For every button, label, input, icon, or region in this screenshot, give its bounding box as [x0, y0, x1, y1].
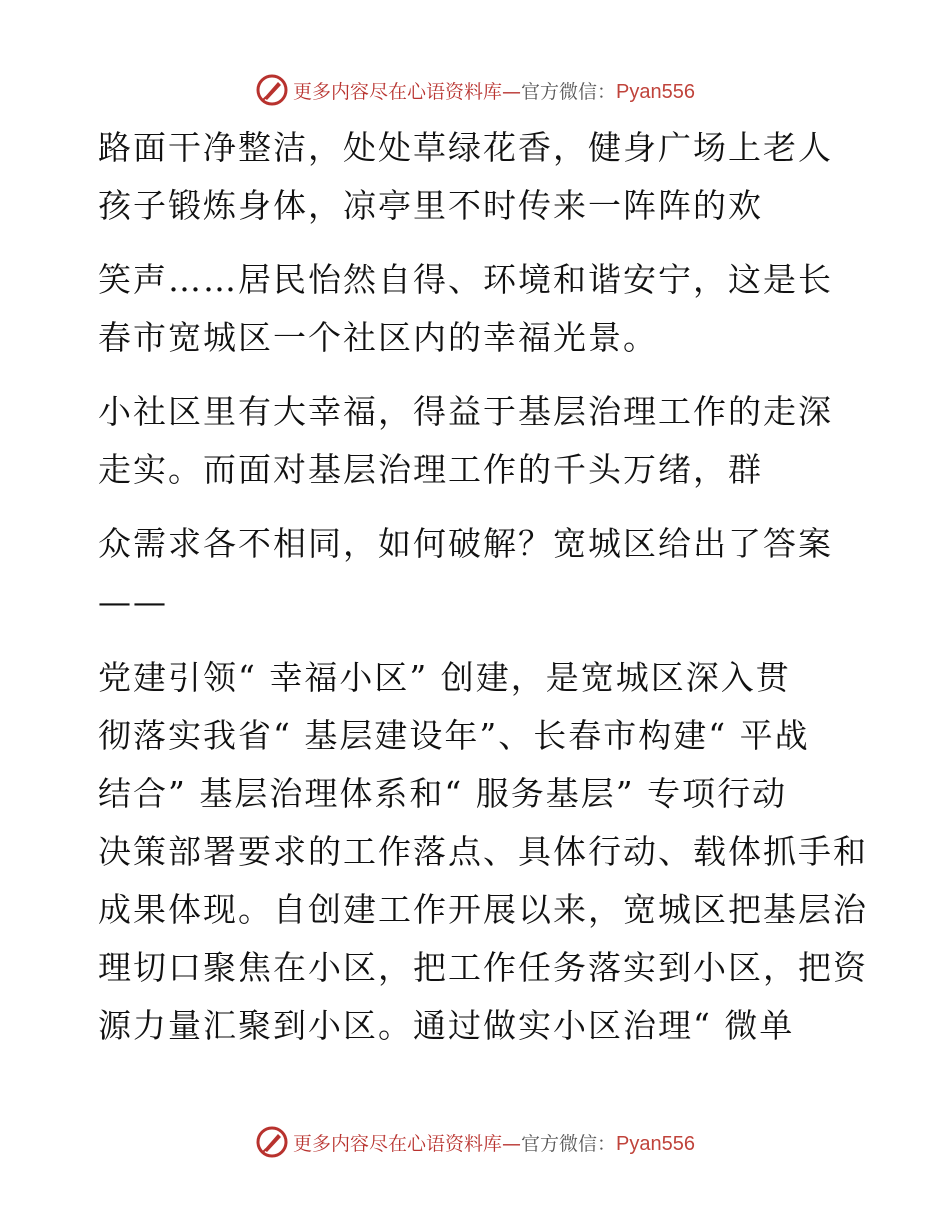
- body-line-3: 笑声……居民怡然自得、环境和谐安宁，这是长: [98, 260, 833, 299]
- footer-wechat-id: Pyan556: [616, 1132, 695, 1155]
- body-line-11: 结合” 基层治理体系和“ 服务基层” 专项行动: [98, 774, 788, 813]
- body-line-5: 小社区里有大幸福，得益于基层治理工作的走深: [98, 392, 833, 431]
- body-line-12: 决策部署要求的工作落点、具体行动、载体抓手和: [98, 832, 868, 871]
- body-line-13: 成果体现。自创建工作开展以来，宽城区把基层治: [98, 890, 868, 929]
- body-line-10: 彻落实我省“ 基层建设年”、长春市构建“ 平战: [98, 716, 810, 755]
- header-site: 更多内容尽在心语资料库: [293, 80, 503, 103]
- header-wechat-label: 官方微信：: [521, 80, 617, 103]
- body-line-8: ——: [98, 582, 168, 621]
- header-wechat-id: Pyan556: [616, 80, 695, 103]
- body-line-4: 春市宽城区一个社区内的幸福光景。: [98, 318, 658, 357]
- footer-dash: —: [502, 1132, 522, 1155]
- body-line-2: 孩子锻炼身体，凉亭里不时传来一阵阵的欢: [98, 186, 763, 225]
- body-line-6: 走实。而面对基层治理工作的千头万绪，群: [98, 450, 763, 489]
- body-line-1: 路面干净整洁，处处草绿花香，健身广场上老人: [98, 128, 833, 167]
- body-line-14: 理切口聚焦在小区，把工作任务落实到小区，把资: [98, 948, 868, 987]
- body-line-9: 党建引领“ 幸福小区” 创建，是宽城区深入贯: [98, 658, 791, 697]
- footer-site: 更多内容尽在心语资料库: [293, 1132, 503, 1155]
- header-dash: —: [502, 80, 522, 103]
- body-line-15: 源力量汇聚到小区。通过做实小区治理“ 微单: [98, 1006, 795, 1045]
- footer-banner: [0, 1122, 950, 1162]
- quill-logo-icon: [255, 1125, 289, 1159]
- body-line-7: 众需求各不相同，如何破解？宽城区给出了答案: [98, 524, 833, 563]
- footer-text: [293, 1129, 695, 1156]
- footer-wechat-label: 官方微信：: [521, 1132, 617, 1155]
